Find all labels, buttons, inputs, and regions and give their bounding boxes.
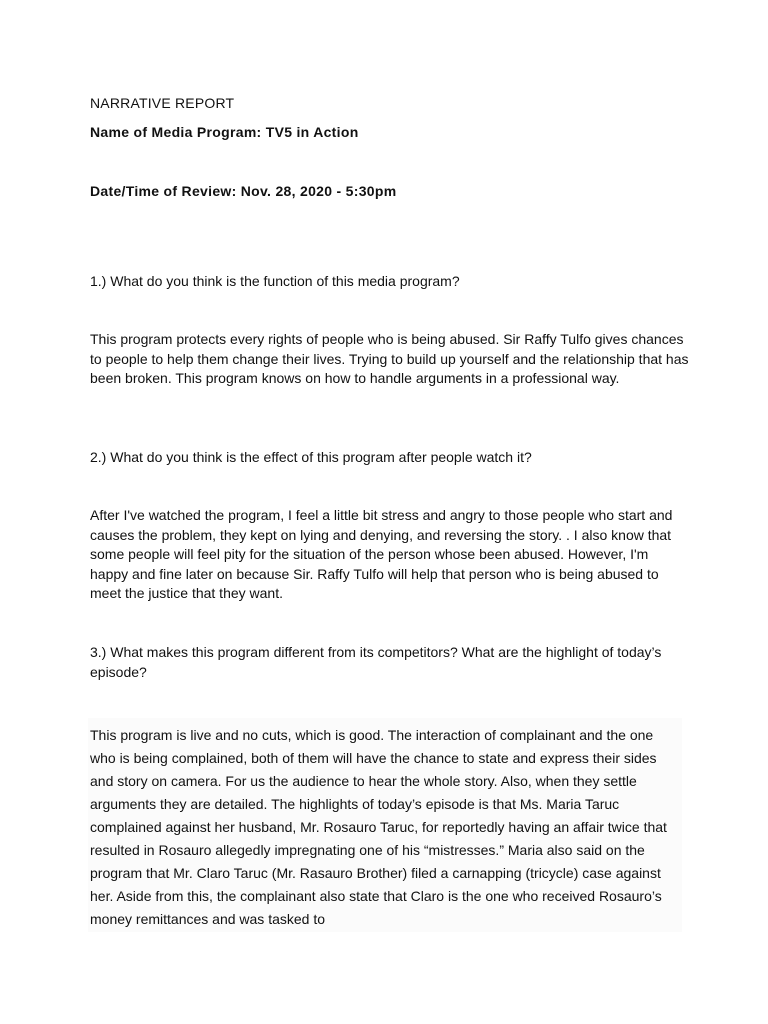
media-program-line: Name of Media Program: TV5 in Action [90, 124, 359, 140]
answer-3-container [88, 718, 682, 932]
answer-2: After I've watched the program, I feel a little bit stress and angry to those people who start and causes the problem, they kept on lying and denying, and reversing the story. . I also know that some people will feel pity for the situation of the person whose been abused. However, I'm happy and fine later on because Sir. Raffy Tulfo will help that person who is being abused to meet the justice that they want. [90, 507, 673, 601]
question-3: 3.) What makes this program different from its competitors? What are the highlight of today’s episode? [90, 644, 662, 680]
question-1: 1.) What do you think is the function of this media program? [90, 273, 460, 289]
review-date-line: Date/Time of Review: Nov. 28, 2020 - 5:30pm [90, 183, 397, 199]
answer-3: This program is live and no cuts, which is good. The interaction of complainant and the one who is being complained, both of them will have the chance to state and express their sides and story on camera. For us the audience to hear the whole story. Also, when they settle arguments they are detailed. The highlights of today’s episode is that Ms. Maria Taruc complained against her husband, Mr. Rosauro Taruc, for reportedly having an affair twice that resulted in Rosauro allegedly impregnating one of his “mistresses.” Maria also said on the program that Mr. Claro Taruc (Mr. Rasauro Brother) filed a carnapping (tricycle) case against her. Aside from this, the complainant also state that Claro is the one who received Rosauro’s money remittances and was tasked to [90, 727, 667, 927]
question-2: 2.) What do you think is the effect of this program after people watch it? [90, 449, 532, 465]
answer-1: This program protects every rights of people who is being abused. Sir Raffy Tulfo gives chances to people to help them change their lives. Trying to build up yourself and the relationship that has been broken. This program knows on how to handle arguments in a professional way. [90, 331, 689, 386]
report-title: NARRATIVE REPORT [90, 95, 235, 111]
